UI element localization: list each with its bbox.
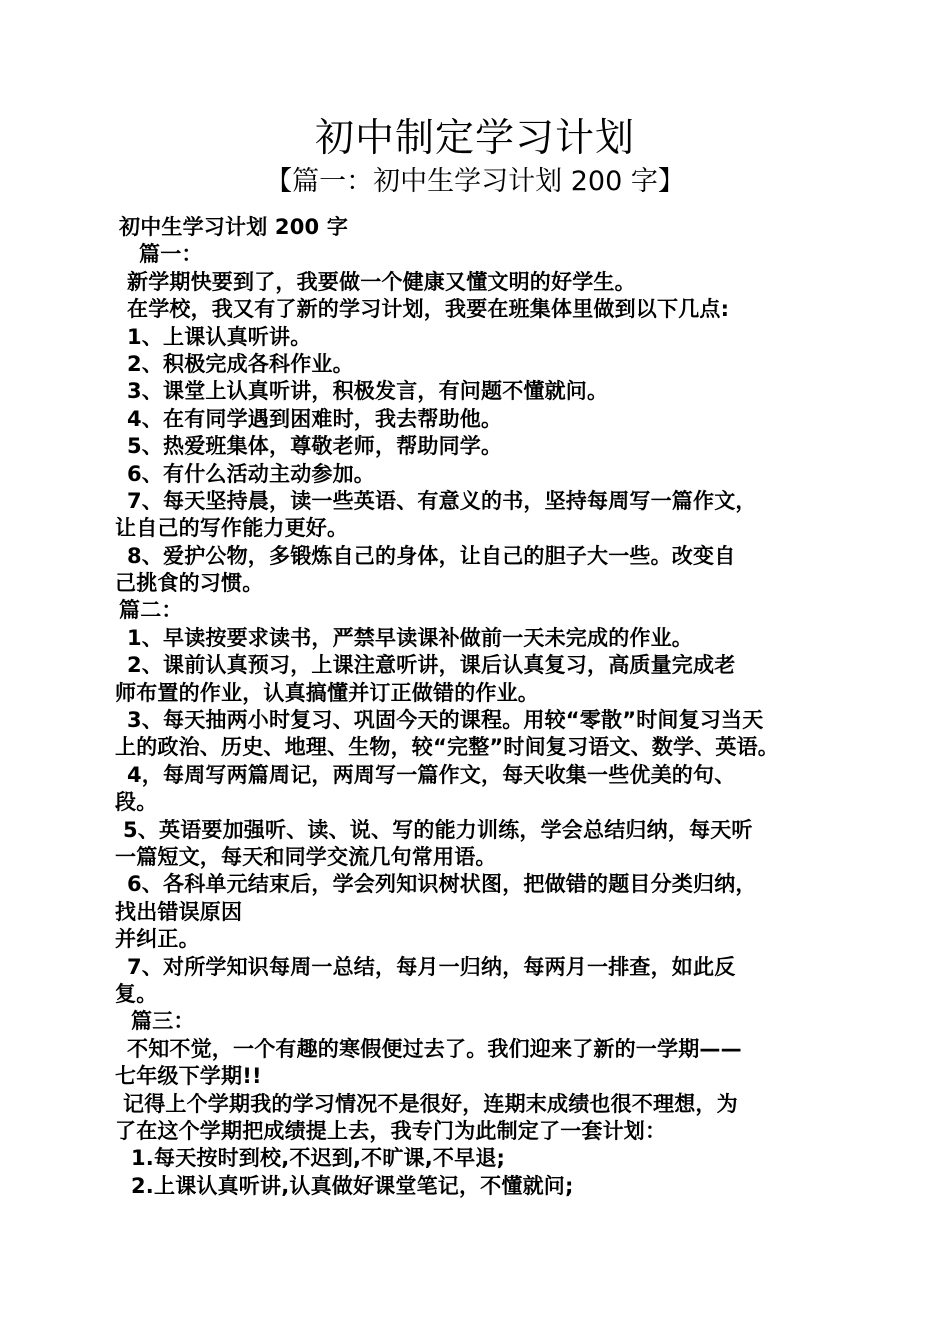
list-item-continuation: 己挑食的习惯。	[115, 571, 264, 596]
list-item-continuation: 并纠正。	[115, 927, 200, 952]
list-item: 4、在有同学遇到困难时，我去帮助他。	[127, 406, 503, 431]
list-item: 3、课堂上认真听讲，积极发言，有问题不懂就问。	[127, 379, 609, 404]
list-item-continuation: 段。	[115, 790, 158, 815]
list-item: 1、早读按要求读书，严禁早读课补做前一天未完成的作业。	[127, 625, 694, 650]
list-item: 6、有什么活动主动参加。	[127, 461, 376, 486]
list-item: 7、每天坚持晨，读一些英语、有意义的书，坚持每周写一篇作文，	[127, 488, 757, 513]
list-item-continuation: 师布置的作业，认真搞懂并订正做错的作业。	[115, 680, 539, 705]
part-heading: 篇三：	[131, 1009, 195, 1034]
list-item: 1.每天按时到校,不迟到,不旷课,不早退;	[131, 1146, 506, 1171]
list-item: 7、对所学知识每周一总结，每月一归纳，每两月一排查，如此反	[127, 954, 736, 979]
list-item: 2.上课认真听讲,认真做好课堂笔记，不懂就问;	[131, 1173, 574, 1198]
list-item: 8、爱护公物，多锻炼自己的身体，让自己的胆子大一些。改变自	[127, 543, 736, 568]
list-item-continuation: 让自己的写作能力更好。	[115, 516, 349, 541]
part-heading: 篇一：	[139, 242, 203, 267]
list-item-continuation: 一篇短文，每天和同学交流几句常用语。	[115, 844, 497, 869]
document-body	[115, 214, 845, 1200]
list-item: 3、每天抽两小时复习、巩固今天的课程。用较“零散”时间复习当天	[127, 708, 764, 733]
paragraph-line: 了在这个学期把成绩提上去，我专门为此制定了一套计划：	[115, 1118, 667, 1143]
part-heading: 篇二：	[119, 598, 183, 623]
list-item: 2、课前认真预习，上课注意听讲，课后认真复习，高质量完成老	[127, 653, 736, 678]
page-subtitle: 【篇一：初中生学习计划 200 字】	[265, 166, 685, 197]
list-item: 5、英语要加强听、读、说、写的能力训练，学会总结归纳，每天听	[123, 817, 753, 842]
section-heading: 初中生学习计划 200 字	[119, 215, 349, 239]
page-title: 初中制定学习计划	[314, 116, 635, 161]
paragraph-line: 七年级下学期!!	[115, 1064, 262, 1089]
list-item-continuation: 复。	[115, 981, 158, 1006]
paragraph-line: 新学期快要到了，我要做一个健康又懂文明的好学生。	[127, 269, 636, 294]
list-item-continuation: 上的政治、历史、地理、生物，较“完整”时间复习语文、数学、英语。	[115, 735, 780, 760]
list-item: 2、积极完成各科作业。	[127, 351, 354, 376]
list-item: 4，每周写两篇周记，两周写一篇作文，每天收集一些优美的句、	[127, 762, 736, 787]
list-item: 1、上课认真听讲。	[127, 324, 312, 349]
list-item-continuation: 找出错误原因	[115, 899, 243, 924]
paragraph-line: 记得上个学期我的学习情况不是很好，连期末成绩也很不理想，为	[123, 1091, 738, 1116]
list-item: 6、各科单元结束后，学会列知识树状图，把做错的题目分类归纳，	[127, 872, 757, 897]
list-item: 5、热爱班集体，尊敬老师，帮助同学。	[127, 434, 503, 459]
paragraph-line: 在学校，我又有了新的学习计划，我要在班集体里做到以下几点:	[127, 297, 730, 322]
paragraph-line: 不知不觉，一个有趣的寒假便过去了。我们迎来了新的一学期——	[127, 1036, 742, 1061]
